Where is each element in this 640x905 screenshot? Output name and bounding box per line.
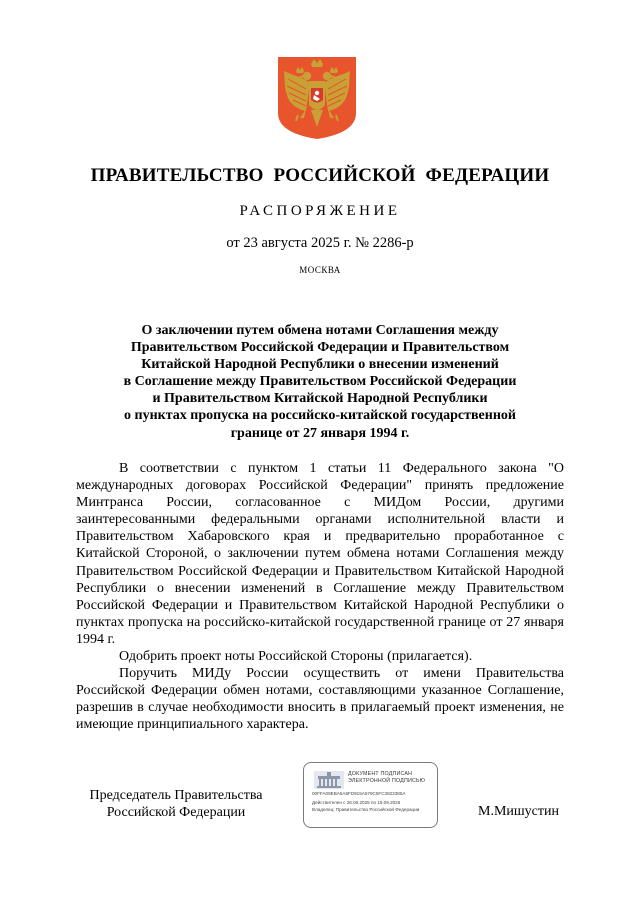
- signatory-position: [76, 787, 276, 821]
- document-heading: [90, 322, 550, 442]
- document-body: [76, 460, 564, 734]
- signatory-position-line: Российской Федерации: [106, 805, 246, 820]
- russian-coat-of-arms-icon: [276, 55, 358, 141]
- heading-line: о пунктах пропуска на российско-китайской государственной: [124, 408, 516, 424]
- body-paragraph: Поручить МИДу России осуществить от имени Правительства Российской Федерации обмен нотами, составляющими указанное Соглашение, разрешив в случае необходимости вносить в прилагаемый проект изменения, не имеющие принципиального характера.: [76, 666, 564, 733]
- document-type: РАСПОРЯЖЕНИЕ: [239, 203, 401, 219]
- government-title: ПРАВИТЕЛЬСТВО РОССИЙСКОЙ ФЕДЕРАЦИИ: [90, 165, 550, 186]
- signatory-name: М.Мишустин: [478, 804, 559, 819]
- heading-line: и Правительством Китайской Народной Республики: [152, 391, 488, 407]
- heading-line: О заключении путем обмена нотами Соглашения между: [141, 323, 499, 338]
- stamp-title-line: ЭЛЕКТРОННОЙ ПОДПИСЬЮ: [348, 778, 426, 784]
- document-date-number: от 23 августа 2025 г. № 2286-р: [226, 235, 414, 251]
- heading-line: в Соглашение между Правительством Российской Федерации: [123, 374, 517, 390]
- signatory-position-line: Председатель Правительства: [89, 788, 263, 803]
- body-paragraph: В соответствии с пунктом 1 статьи 11 Федерального закона "О международных договорах Российской Федерации" принять предложение Минтранса России, согласованное с МИДом России, другими заинтересованными федеральными органами исполнительной власти и Правительством Хабаровского края и предварительно проработанное с Китайской Стороной, о заключении путем обмена нотами Соглашения между Правительством Российской Федерации и Правительством Китайской Народной Республики о внесении изменений в Соглашение между Правительством Российской Федерации и Правительством Китайской Народной Республики о пунктах пропуска на российско-китайской государственной границе от 27 января 1994 г.: [76, 461, 564, 647]
- heading-line: Китайской Народной Республики о внесении изменений: [141, 357, 499, 373]
- body-paragraph: Одобрить проект ноты Российской Стороны (прилагается).: [119, 649, 473, 665]
- heading-line: Правительством Российской Федерации и Правительством: [130, 340, 510, 356]
- government-building-icon: [314, 771, 344, 789]
- heading-line: границе от 27 января 1994 г.: [230, 425, 410, 441]
- document-city: МОСКВА: [299, 265, 341, 275]
- electronic-signature-stamp: [303, 762, 438, 828]
- stamp-certificate: 00FFA09EBA5A6FD915A579C5FC3823385A: [312, 791, 406, 796]
- stamp-owner: Владелец: Правительство Российской Федерации: [312, 807, 420, 812]
- stamp-title-line: ДОКУМЕНТ ПОДПИСАН: [348, 771, 413, 777]
- stamp-validity: Действителен с 26.06.2025 по 19.09.2026: [312, 800, 401, 805]
